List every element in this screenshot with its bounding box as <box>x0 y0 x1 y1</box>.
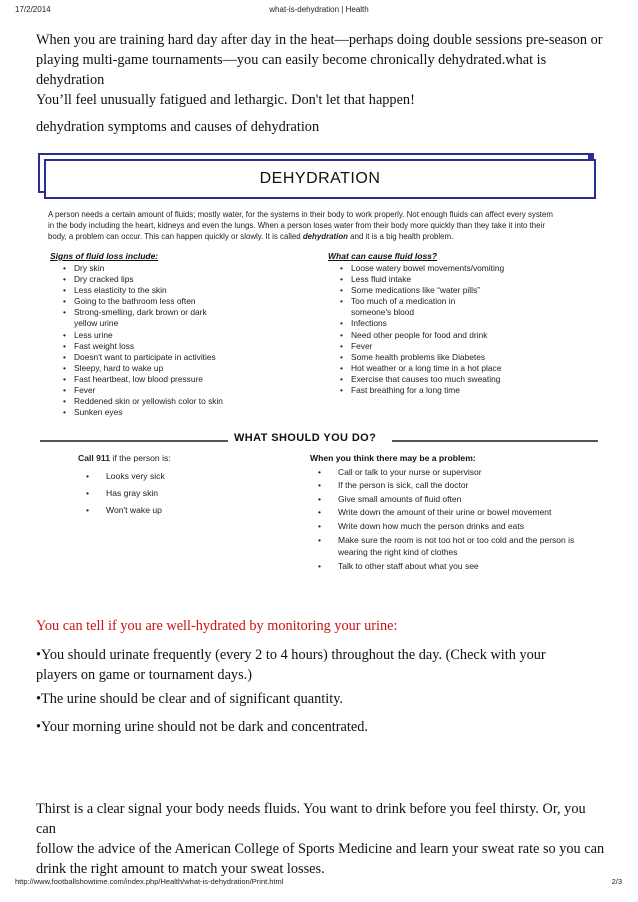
list-item: • Looks very sick <box>82 468 232 485</box>
list-item: • Fever <box>63 385 96 396</box>
bullet-icon: • <box>318 493 321 504</box>
divider-left <box>40 440 228 442</box>
bullet-icon: • <box>63 407 66 418</box>
bullet-icon: • <box>340 340 343 351</box>
bullet-icon: • <box>318 507 321 518</box>
bullet-icon: • <box>86 471 90 481</box>
bullet-icon: • <box>340 274 343 285</box>
list-item: • Call or talk to your nurse or supervisor <box>314 466 584 479</box>
list-item: • Write down how much the person drinks and eats <box>314 520 584 533</box>
text-line: follow the advice of the American College of Sports Medicine and learn your sweat rate so you can <box>36 841 605 857</box>
list-item: • Less elasticity to the skin <box>63 285 167 296</box>
dehydration-term: dehydration <box>302 232 348 242</box>
list-item: • Won't wake up <box>82 502 232 519</box>
list-item: • Write down the amount of their urine or bowel movement <box>314 506 584 519</box>
list-item: • Some health problems like Diabetes <box>340 351 486 362</box>
bullet-icon: • <box>63 385 66 396</box>
bullet-icon: • <box>318 467 321 477</box>
bullet-icon: • <box>63 307 66 318</box>
banner-title: DEHYDRATION <box>259 170 381 187</box>
bullet-icon: • <box>63 274 66 285</box>
bullet-icon: • <box>340 362 343 373</box>
list-item: • Less fluid intake <box>340 274 412 285</box>
urine-paragraph-3 <box>36 717 580 737</box>
bullet-icon: • <box>63 362 66 373</box>
text-line: •Your morning urine should not be dark and concentrated. <box>36 719 368 735</box>
bullet-icon: • <box>86 487 90 498</box>
banner <box>44 159 596 199</box>
infographic-intro-line: in the body including the heart, kidneys and even the lungs. When a person loses water from their body more quickly than they take it into their <box>48 221 545 231</box>
problem-heading: When you think there may be a problem: <box>310 453 476 463</box>
text-line: drink the right amount to match your sweat losses. <box>36 861 325 877</box>
bullet-icon: • <box>340 329 343 340</box>
list-item: • Talk to other staff about what you see <box>314 560 584 573</box>
bullet-icon: • <box>340 263 343 273</box>
bullet-icon: • <box>63 296 66 307</box>
bullet-icon: • <box>63 396 66 407</box>
urine-heading: You can tell if you are well-hydrated by monitoring your urine: <box>36 618 398 634</box>
list-item: • Fast weight loss <box>63 340 135 351</box>
list-item: • Going to the bathroom less often <box>63 296 196 307</box>
list-item: • Some medications like “water pills” <box>340 285 480 296</box>
list-item: • Hot weather or a long time in a hot place <box>340 362 502 373</box>
bullet-icon: • <box>86 504 90 515</box>
image-caption: dehydration symptoms and causes of dehydration <box>36 119 320 135</box>
bullet-icon: • <box>318 561 321 572</box>
list-item: • Doesn't want to participate in activities <box>63 351 216 362</box>
bullet-icon: • <box>340 373 343 384</box>
bullet-icon: • <box>340 385 343 396</box>
print-url: http://www.footballshowtime.com/index.php/Health/what-is-dehydration/Print.html <box>15 877 284 886</box>
list-item: • Less urine <box>63 329 113 340</box>
print-title: what-is-dehydration | Health <box>269 5 369 14</box>
list-item: • Sunken eyes <box>63 407 123 418</box>
urine-paragraph-1 <box>36 645 580 685</box>
bullet-icon: • <box>340 296 343 307</box>
list-item: • Fast breathing for a long time <box>340 385 460 396</box>
print-date: 17/2/2014 <box>15 5 51 14</box>
causes-heading: What can cause fluid loss? <box>328 251 438 261</box>
bullet-icon: • <box>340 318 343 329</box>
bullet-icon: • <box>63 329 66 340</box>
call-911-heading: Call 911 if the person is: <box>78 453 171 463</box>
text-line: •You should urinate frequently (every 2 to 4 hours) throughout the day. (Check with your <box>36 647 546 663</box>
bullet-icon: • <box>340 351 343 362</box>
text-line: Thirst is a clear signal your body needs fluids. You want to drink before you feel thirsty. Or, you can <box>36 801 586 837</box>
list-item: • Too much of a medication in someone's blood <box>340 296 456 318</box>
list-item: • If the person is sick, call the doctor <box>314 479 584 492</box>
list-item: • Need other people for food and drink <box>340 329 488 340</box>
list-item: • Fever <box>340 340 373 351</box>
infographic-intro-line: body, a problem can occur. This can happen quickly or slowly. It is called dehydration and it is a big health problem. <box>48 232 454 242</box>
what-to-do-title: WHAT SHOULD YOU DO? <box>234 432 377 444</box>
list-item: • Fast heartbeat, low blood pressure <box>63 373 203 384</box>
dehydration-infographic <box>36 153 602 578</box>
bullet-icon: • <box>63 373 66 384</box>
list-item: • Sleepy, hard to wake up <box>63 362 164 373</box>
problem-list <box>314 466 584 573</box>
signs-heading: Signs of fluid loss include: <box>50 251 159 261</box>
infographic-intro-line: A person needs a certain amount of fluids; mostly water, for the systems in their body to work properly. Not enough fluids can affect every system <box>48 210 553 219</box>
bullet-icon: • <box>318 480 321 491</box>
bullet-icon: • <box>63 285 66 296</box>
intro-line: You’ll feel unusually fatigued and lethargic. Don't let that happen! <box>36 92 415 108</box>
list-item: • Loose watery bowel movements/vomiting <box>340 263 505 273</box>
intro-line: When you are training hard day after day in the heat—perhaps doing double sessions pre-season or <box>36 32 603 48</box>
urine-paragraph-2 <box>36 689 580 709</box>
intro-paragraph <box>36 30 606 110</box>
bullet-icon: • <box>63 351 66 362</box>
text-line: players on game or tournament days.) <box>36 667 252 683</box>
intro-line: playing multi-game tournaments—you can easily become chronically dehydrated.what is dehydration <box>36 52 547 88</box>
list-item: • Make sure the room is not too hot or too cold and the person is wearing the right kind of clothes <box>318 535 575 557</box>
thirst-paragraph <box>36 799 606 879</box>
list-item: • Dry cracked lips <box>63 274 134 285</box>
list-item: • Infections <box>340 318 387 329</box>
list-item: • Exercise that causes too much sweating <box>340 373 501 384</box>
signs-list <box>60 263 290 418</box>
bullet-icon: • <box>63 340 66 351</box>
list-item: • Reddened skin or yellowish color to skin <box>63 396 223 407</box>
bullet-icon: • <box>318 520 321 531</box>
divider-right <box>392 440 598 442</box>
call-911-list <box>82 468 232 518</box>
list-item: • Dry skin <box>63 263 105 273</box>
infographic-intro <box>48 209 596 243</box>
causes-list <box>337 263 552 396</box>
bullet-icon: • <box>318 535 321 546</box>
list-item: • Give small amounts of fluid often <box>314 493 584 506</box>
text-line: •The urine should be clear and of significant quantity. <box>36 691 343 707</box>
bullet-icon: • <box>63 263 66 273</box>
bullet-icon: • <box>340 285 343 296</box>
list-item: • Has gray skin <box>82 485 232 502</box>
list-item: • Strong-smelling, dark brown or dark yellow urine <box>63 307 207 329</box>
page-number: 2/3 <box>611 877 622 886</box>
